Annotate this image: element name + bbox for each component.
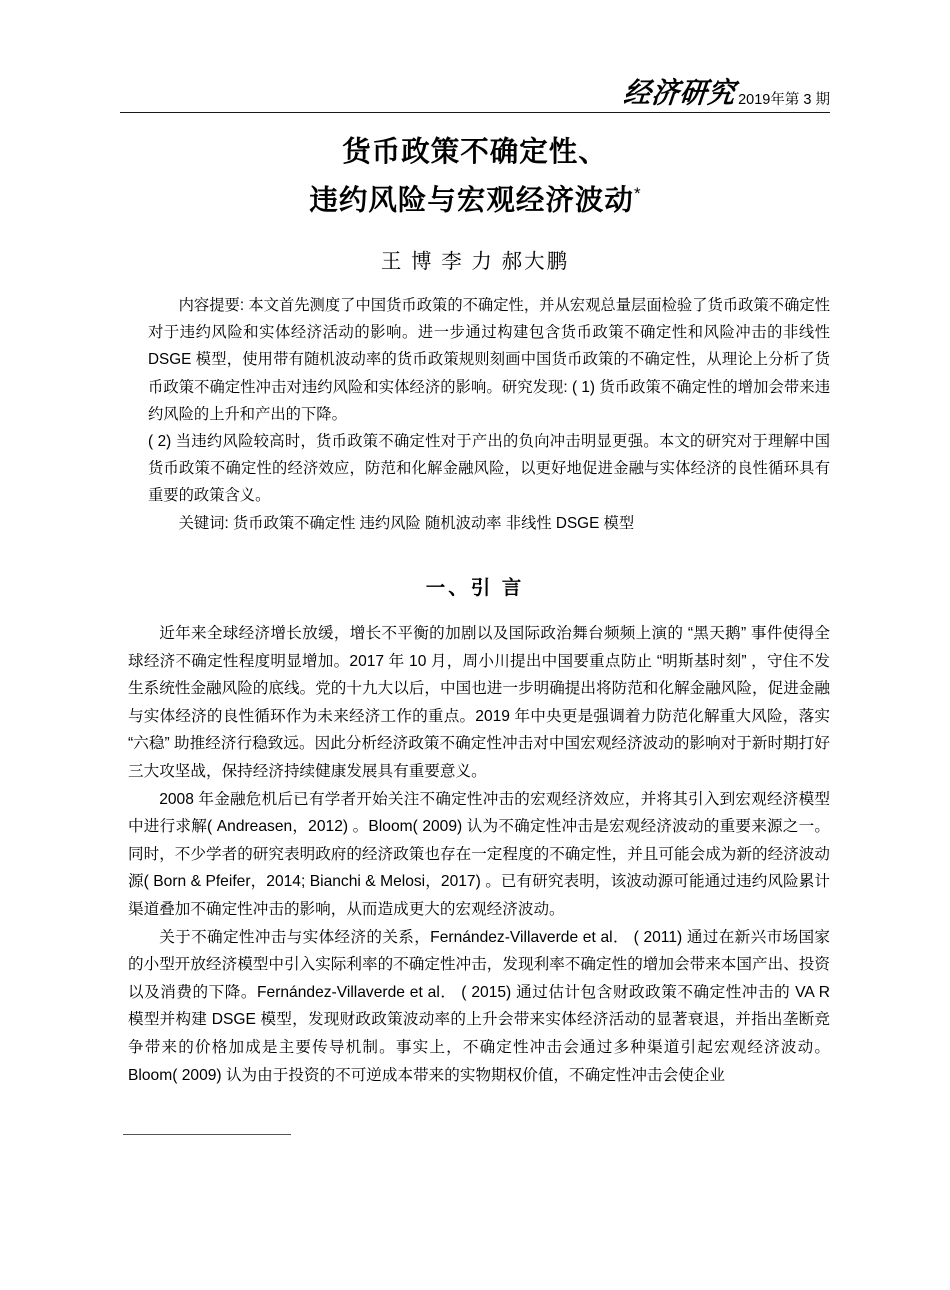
body-paragraph-2: 2008 年金融危机后已有学者开始关注不确定性冲击的宏观经济效应，并将其引入到宏观经济模型中进行求解( Andreasen，2012) 。Bloom( 2009) 认为不确定性冲击是宏观经济波动的重要来源之一。同时，不少学者的研究表明政府的经济政策也存在一定程度的不确定性，并且可能会成为新的经济波动源( Born & Pfeifer，2014; Bianchi & Melosi，2017) 。已有研究表明，该波动源可能通过违约风险累计渠道叠加不确定性冲击的影响，从而造成更大的宏观经济波动。	[128, 790, 830, 918]
body-content	[128, 620, 830, 1089]
abstract-paragraph-2: ( 2) 当违约风险较高时，货币政策不确定性对于产出的负向冲击明显更强。本文的研究对于理解中国货币政策不确定性的经济效应，防范和化解金融风险，以更好地促进金融与实体经济的良性循环具有重要的政策含义。	[148, 433, 830, 505]
title-footnote-marker: *	[633, 184, 641, 203]
author-list: 王 博 李 力 郝大鹏	[380, 250, 570, 273]
issue-label: 2019年第 3 期	[738, 91, 830, 108]
keywords-line: 关键词: 货币政策不确定性 违约风险 随机波动率 非线性 DSGE 模型	[178, 514, 635, 532]
body-paragraph-3: 关于不确定性冲击与实体经济的关系，Fernández-Villaverde et al． ( 2011) 通过在新兴市场国家的小型开放经济模型中引入实际利率的不确定性冲击，发现利率不确定性的增加会带来本国产出、投资以及消费的下降。Fernández-Villaverde et al． ( 2015) 通过估计包含财政政策不确定性冲击的 VA R 模型并构建 DSGE 模型，发现财政政策波动率的上升会带来实体经济活动的显著衰退，并指出垄断竞争带来的价格加成是主要传导机制。事实上，不确定性冲击会通过多种渠道引起宏观经济波动。Bloom( 2009) 认为由于投资的不可逆成本带来的实物期权价值，不确定性冲击会使企业	[128, 928, 830, 1084]
title-line-2: 违约风险与宏观经济波动	[309, 184, 634, 217]
body-paragraph-1: 近年来全球经济增长放缓，增长不平衡的加剧以及国际政治舞台频频上演的 “黑天鹅” 事件使得全球经济不确定性程度明显增加。2017 年 10 月，周小川提出中国要重点防止 “明斯基时刻” ，守住不发生系统性金融风险的底线。党的十九大以后，中国也进一步明确提出将防范和化解金融风险，促进金融与实体经济的良性循环作为未来经济工作的重点。2019 年中央更是强调着力防范化解重大风险，落实 “六稳” 助推经济行稳致远。因此分析经济政策不确定性冲击对中国宏观经济波动的影响对于新时期打好三大攻坚战，保持经济持续健康发展具有重要意义。	[128, 625, 831, 780]
journal-logo: 经济研究	[622, 77, 738, 110]
title-line-2-wrap	[120, 173, 830, 222]
title-line-1: 货币政策不确定性、	[342, 136, 608, 168]
running-head	[120, 68, 830, 110]
abstract-block	[148, 292, 830, 537]
header-divider	[120, 112, 830, 113]
abstract-paragraph-1: 内容提要: 本文首先测度了中国货币政策的不确定性，并从宏观总量层面检验了货币政策不确定性对于违约风险和实体经济活动的影响。进一步通过构建包含货币政策不确定性和风险冲击的非线性 DSGE 模型，使用带有随机波动率的货币政策规则刻画中国货币政策的不确定性，从理论上分析了货币政策不确定性冲击对违约风险和实体经济的影响。研究发现: ( 1) 货币政策不确定性的增加会带来违约风险的上升和产出的下降。	[148, 297, 830, 423]
section-heading-introduction: 一、引 言	[425, 577, 525, 599]
footnote-divider	[123, 1134, 291, 1135]
page-title	[120, 132, 830, 222]
